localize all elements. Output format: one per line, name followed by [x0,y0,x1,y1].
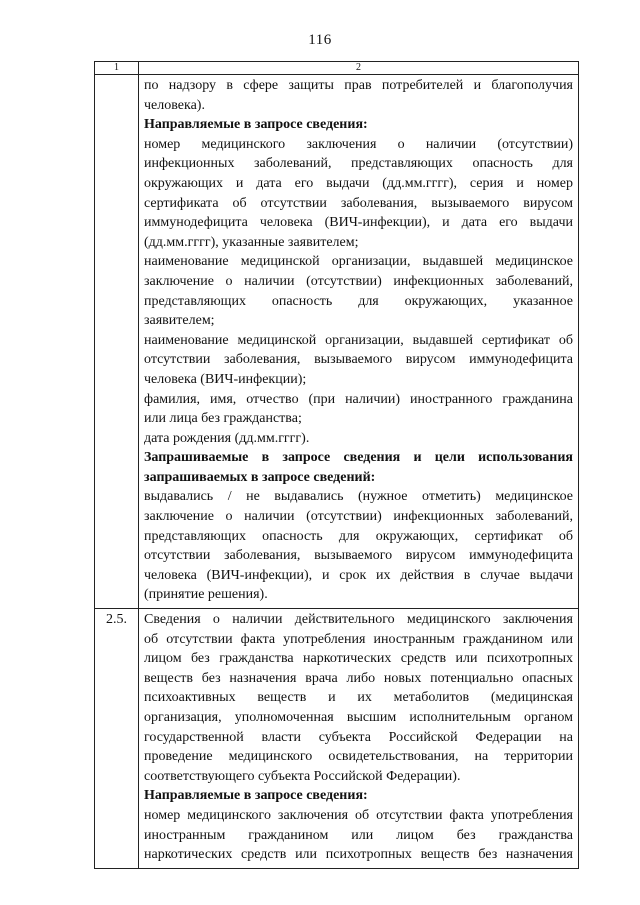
text-line: иностранным гражданином или лицом без гражданства [144,827,573,843]
text-line: проведение медицинского освидетельствования, на территории [144,749,573,765]
row-text [139,609,579,869]
text-line: человека (ВИЧ-инфекции), и срок их действия в случае выдачи [144,567,573,583]
text-line: лицом без гражданства наркотических средств или психотропных [144,651,573,667]
section-heading-line: Направляемые в запросе сведения: [144,788,368,804]
text-line: дата рождения (дд.мм.гггг). [144,430,310,446]
text-line: по надзору в сфере защиты прав потребителей и благополучия [144,78,573,93]
text-line: Сведения о наличии действительного медицинского заключения [144,612,573,628]
page-number: 116 [308,32,332,48]
text-line: (принятие решения). [144,587,268,603]
text-line: заключение о наличии (отсутствии) инфекционных заболеваний, [144,509,573,525]
row-number [95,75,139,609]
text-line: отсутствии заболевания, вызываемого вирусом иммунодефицита [144,352,573,368]
row-number: 2.5. [95,609,139,869]
text-line: государственной власти субъекта Российской Федерации на [144,729,573,745]
header-cell-2: 2 [139,62,579,75]
text-line: организация, уполномоченная высшим исполнительным органом [144,710,573,725]
section-heading-line: запрашиваемых в запросе сведений: [144,469,376,485]
row-text [139,75,579,609]
text-line: соответствующего субъекта Российской Федерации). [144,768,461,784]
text-line: человека). [144,97,205,113]
text-line: или лица без гражданства; [144,411,302,427]
text-line: номер медицинского заключения об отсутствии факта употребления [144,807,573,823]
text-line: сертификата об отсутствии заболевания, вызываемого вирусом [144,195,573,211]
document-table [94,61,579,869]
text-line: (дд.мм.гггг), указанные заявителем; [144,234,359,250]
text-line: заключение о наличии (отсутствии) инфекционных заболеваний, [144,273,573,289]
text-line: представляющих опасность для окружающих, указанное [144,293,573,309]
text-line: отсутствии заболевания, вызываемого вирусом иммунодефицита [144,548,573,564]
text-line: номер медицинского заключения о наличии (отсутствии) [144,136,573,152]
table-row [95,75,579,609]
table-row [95,609,579,869]
text-line: психоактивных веществ и их метаболитов (медицинская [144,690,573,706]
text-line: наименование медицинской организации, выдавшей сертификат об [144,332,573,348]
table-header-row [95,62,579,75]
text-line: наименование медицинской организации, выдавшей медицинское [144,254,573,270]
section-heading-line: Запрашиваемые в запросе сведения и цели использования [144,450,573,466]
text-line: окружающих и дата его выдачи (дд.мм.гггг), серия и номер [144,175,573,191]
text-line: иммунодефицита человека (ВИЧ-инфекции), и дата его выдачи [144,215,573,231]
text-line: веществ без назначения врача либо новых потенциально опасных [144,670,573,686]
section-heading-line: Направляемые в запросе сведения: [144,117,368,133]
text-line: об отсутствии факта употребления иностранным гражданином или [144,631,573,647]
header-cell-1: 1 [95,62,139,75]
text-line: наркотических средств или психотропных веществ без назначения [144,847,573,863]
text-line: фамилия, имя, отчество (при наличии) иностранного гражданина [144,391,573,407]
text-line: заявителем; [144,313,215,329]
text-line: выдавались / не выдавались (нужное отметить) медицинское [144,489,573,505]
text-line: инфекционных заболеваний, представляющих опасность для [144,156,573,172]
text-line: человека (ВИЧ-инфекции); [144,371,307,387]
text-line: представляющих опасность для окружающих, сертификат об [144,528,573,544]
